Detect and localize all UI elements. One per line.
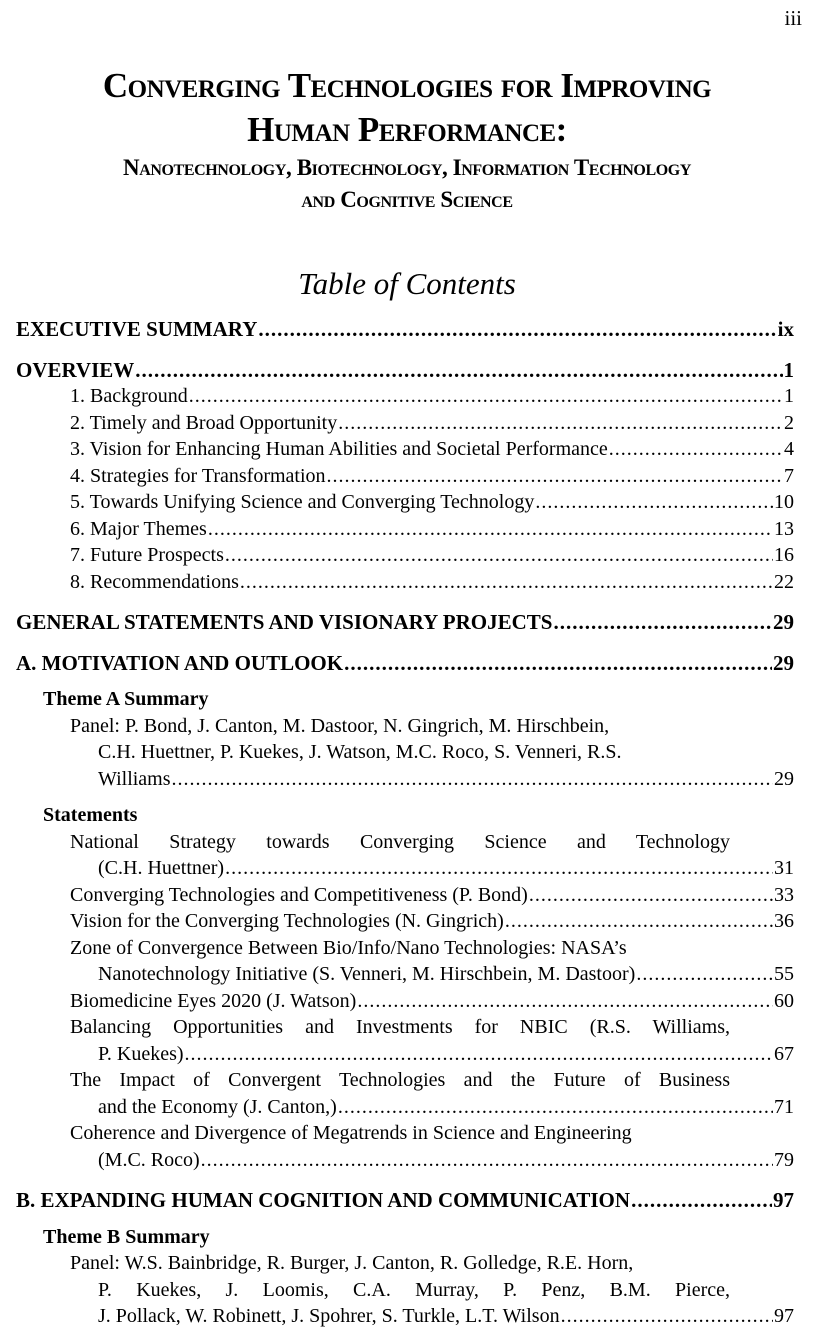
dot-leader bbox=[208, 516, 773, 543]
toc-entry-page: 97 bbox=[773, 1188, 794, 1212]
toc-entry-page: 16 bbox=[774, 544, 794, 566]
toc-entry-label: B. EXPANDING HUMAN COGNITION AND COMMUNICATION bbox=[16, 1188, 631, 1212]
toc-entry-overview[interactable] bbox=[16, 357, 794, 384]
toc-entry-label: Converging Technologies and Competitiveness (P. Bond) bbox=[70, 883, 528, 906]
dot-leader bbox=[225, 542, 773, 569]
dot-leader bbox=[636, 961, 773, 988]
title-line-2: Human Performance: bbox=[247, 110, 567, 149]
toc-entry-label: GENERAL STATEMENTS AND VISIONARY PROJECTS bbox=[16, 610, 553, 634]
toc-entry-page: 55 bbox=[774, 963, 794, 985]
toc-entry-page: 97 bbox=[774, 1305, 794, 1327]
dot-leader bbox=[135, 357, 782, 384]
dot-leader bbox=[631, 1187, 772, 1214]
toc-entry-page: 36 bbox=[774, 910, 794, 932]
statement-3-line-1 bbox=[16, 935, 794, 962]
toc-entry-statement-0[interactable] bbox=[16, 855, 794, 882]
toc-entry-theme-a-panel[interactable] bbox=[16, 766, 794, 793]
toc-entry-overview-7[interactable] bbox=[16, 542, 794, 569]
toc-entry-general-statements[interactable] bbox=[16, 609, 794, 636]
toc-entry-statement-3[interactable] bbox=[16, 961, 794, 988]
toc-entry-overview-2[interactable] bbox=[16, 410, 794, 437]
toc-entry-label: EXECUTIVE SUMMARY bbox=[16, 317, 258, 341]
toc-entry-label: and the Economy (J. Canton,) bbox=[98, 1095, 337, 1118]
statements-heading: Statements bbox=[43, 804, 138, 826]
dot-leader bbox=[240, 569, 773, 596]
toc-entry-label: P. Kuekes) bbox=[98, 1042, 184, 1065]
theme-b-panel-line-2-wrap bbox=[16, 1277, 794, 1304]
toc-entry-statement-6[interactable] bbox=[16, 1094, 794, 1121]
toc-entry-statement-7[interactable] bbox=[16, 1147, 794, 1174]
dot-leader bbox=[189, 383, 783, 410]
toc-entry-label: Biomedicine Eyes 2020 (J. Watson) bbox=[70, 989, 357, 1012]
dot-leader bbox=[505, 908, 773, 935]
dot-leader bbox=[225, 855, 773, 882]
toc-entry-label: 1. Background bbox=[70, 385, 188, 407]
dot-leader bbox=[338, 1094, 773, 1121]
toc-entry-label: 4. Strategies for Transformation bbox=[70, 464, 326, 487]
toc-entry-label: 5. Towards Unifying Science and Converging Technology bbox=[70, 491, 535, 513]
dot-leader bbox=[529, 882, 773, 909]
theme-a-summary-heading: Theme A Summary bbox=[43, 688, 209, 710]
theme-b-summary-heading: Theme B Summary bbox=[43, 1225, 210, 1248]
toc-entry-label: Vision for the Converging Technologies (N. Gingrich) bbox=[70, 910, 504, 932]
toc-entry-overview-6[interactable] bbox=[16, 516, 794, 543]
dot-leader bbox=[327, 463, 783, 490]
toc-entry-page: 4 bbox=[784, 438, 794, 460]
statement-0-line-1 bbox=[16, 829, 794, 856]
dot-leader bbox=[201, 1147, 773, 1174]
toc-entry-page: 67 bbox=[774, 1042, 794, 1065]
dot-leader bbox=[344, 650, 772, 677]
theme-b-panel-line-1: Panel: W.S. Bainbridge, R. Burger, J. Canton, R. Golledge, R.E. Horn, bbox=[70, 1252, 634, 1274]
toc-entry-label: (M.C. Roco) bbox=[98, 1148, 200, 1171]
toc-entry-overview-3[interactable] bbox=[16, 436, 794, 463]
statement-6-line-1 bbox=[16, 1067, 794, 1094]
dot-leader bbox=[357, 988, 773, 1015]
statement-title: Coherence and Divergence of Megatrends in Science and Engineering bbox=[70, 1122, 632, 1144]
statement-title: National Strategy towards Converging Science and Technology bbox=[70, 830, 730, 853]
toc-entry-page: 10 bbox=[774, 491, 794, 513]
statement-title: Zone of Convergence Between Bio/Info/Nano Technologies: NASA’s bbox=[70, 936, 627, 959]
toc-entry-page: 2 bbox=[784, 411, 794, 434]
toc-entry-label: (C.H. Huettner) bbox=[98, 857, 225, 879]
theme-b-panel-line-2: P. Kuekes, J. Loomis, C.A. Murray, P. Penz, B.M. Pierce, bbox=[98, 1278, 730, 1301]
toc-entry-page: ix bbox=[777, 317, 794, 341]
dot-leader bbox=[338, 410, 783, 437]
subtitle-line-2: and Cognitive Science bbox=[301, 187, 513, 212]
document-title bbox=[0, 64, 814, 216]
dot-leader bbox=[561, 1303, 773, 1330]
toc-entry-executive-summary[interactable] bbox=[16, 316, 794, 343]
toc-entry-label: 7. Future Prospects bbox=[70, 544, 224, 566]
statement-title: The Impact of Convergent Technologies and the Future of Business bbox=[70, 1069, 730, 1091]
toc-entry-page: 29 bbox=[773, 650, 794, 675]
toc-entry-page: 13 bbox=[774, 517, 794, 540]
dot-leader bbox=[185, 1041, 773, 1068]
toc-entry-page: 33 bbox=[774, 883, 794, 906]
dot-leader bbox=[535, 489, 773, 516]
page-number: iii bbox=[784, 6, 802, 30]
toc-entry-label: OVERVIEW bbox=[16, 357, 135, 382]
toc-entry-page: 60 bbox=[774, 989, 794, 1012]
toc-entry-page: 29 bbox=[774, 767, 794, 790]
table-of-contents bbox=[16, 316, 794, 1330]
statement-5-line-1 bbox=[16, 1014, 794, 1041]
toc-entry-page: 1 bbox=[783, 357, 794, 382]
statement-7-line-1 bbox=[16, 1120, 794, 1147]
toc-entry-statement-2[interactable] bbox=[16, 908, 794, 935]
subtitle-line-1: Nanotechnology, Biotechnology, Information Technology bbox=[122, 155, 691, 180]
toc-entry-label: 2. Timely and Broad Opportunity bbox=[70, 411, 338, 434]
dot-leader bbox=[172, 766, 773, 793]
toc-entry-section-b[interactable] bbox=[16, 1187, 794, 1214]
theme-a-panel-line-1: Panel: P. Bond, J. Canton, M. Dastoor, N. Gingrich, M. Hirschbein, bbox=[70, 714, 610, 737]
dot-leader bbox=[609, 436, 783, 463]
toc-entry-label: 8. Recommendations bbox=[70, 570, 239, 593]
toc-entry-label: Nanotechnology Initiative (S. Venneri, M. Hirschbein, M. Dastoor) bbox=[98, 963, 636, 985]
toc-entry-label: J. Pollack, W. Robinett, J. Spohrer, S. Turkle, L.T. Wilson bbox=[98, 1305, 560, 1327]
toc-entry-section-a[interactable] bbox=[16, 650, 794, 677]
toc-entry-statement-5[interactable] bbox=[16, 1041, 794, 1068]
toc-entry-statement-1[interactable] bbox=[16, 882, 794, 909]
toc-entry-label: 3. Vision for Enhancing Human Abilities and Societal Performance bbox=[70, 438, 608, 460]
toc-entry-page: 7 bbox=[784, 464, 794, 487]
toc-entry-theme-b-panel[interactable] bbox=[16, 1303, 794, 1330]
toc-entry-label: A. MOTIVATION AND OUTLOOK bbox=[16, 650, 344, 675]
toc-entry-page: 1 bbox=[784, 385, 794, 407]
dot-leader bbox=[553, 609, 772, 636]
dot-leader bbox=[258, 316, 776, 343]
theme-a-panel-line-2: C.H. Huettner, P. Kuekes, J. Watson, M.C. Roco, S. Venneri, R.S. bbox=[98, 741, 622, 763]
toc-entry-overview-5[interactable] bbox=[16, 489, 794, 516]
toc-entry-label: 6. Major Themes bbox=[70, 517, 207, 540]
toc-entry-overview-1[interactable] bbox=[16, 383, 794, 410]
toc-entry-page: 29 bbox=[773, 610, 794, 634]
toc-entry-page: 31 bbox=[774, 857, 794, 879]
title-line-1: Converging Technologies for Improving bbox=[102, 66, 712, 105]
statement-title: Balancing Opportunities and Investments for NBIC (R.S. Williams, bbox=[70, 1016, 730, 1038]
toc-heading: Table of Contents bbox=[298, 266, 516, 301]
toc-entry-statement-4[interactable] bbox=[16, 988, 794, 1015]
toc-entry-overview-4[interactable] bbox=[16, 463, 794, 490]
toc-entry-page: 79 bbox=[774, 1148, 794, 1171]
toc-entry-overview-8[interactable] bbox=[16, 569, 794, 596]
toc-entry-page: 22 bbox=[774, 570, 794, 593]
toc-entry-label: Williams bbox=[98, 767, 171, 790]
toc-entry-page: 71 bbox=[774, 1095, 794, 1118]
